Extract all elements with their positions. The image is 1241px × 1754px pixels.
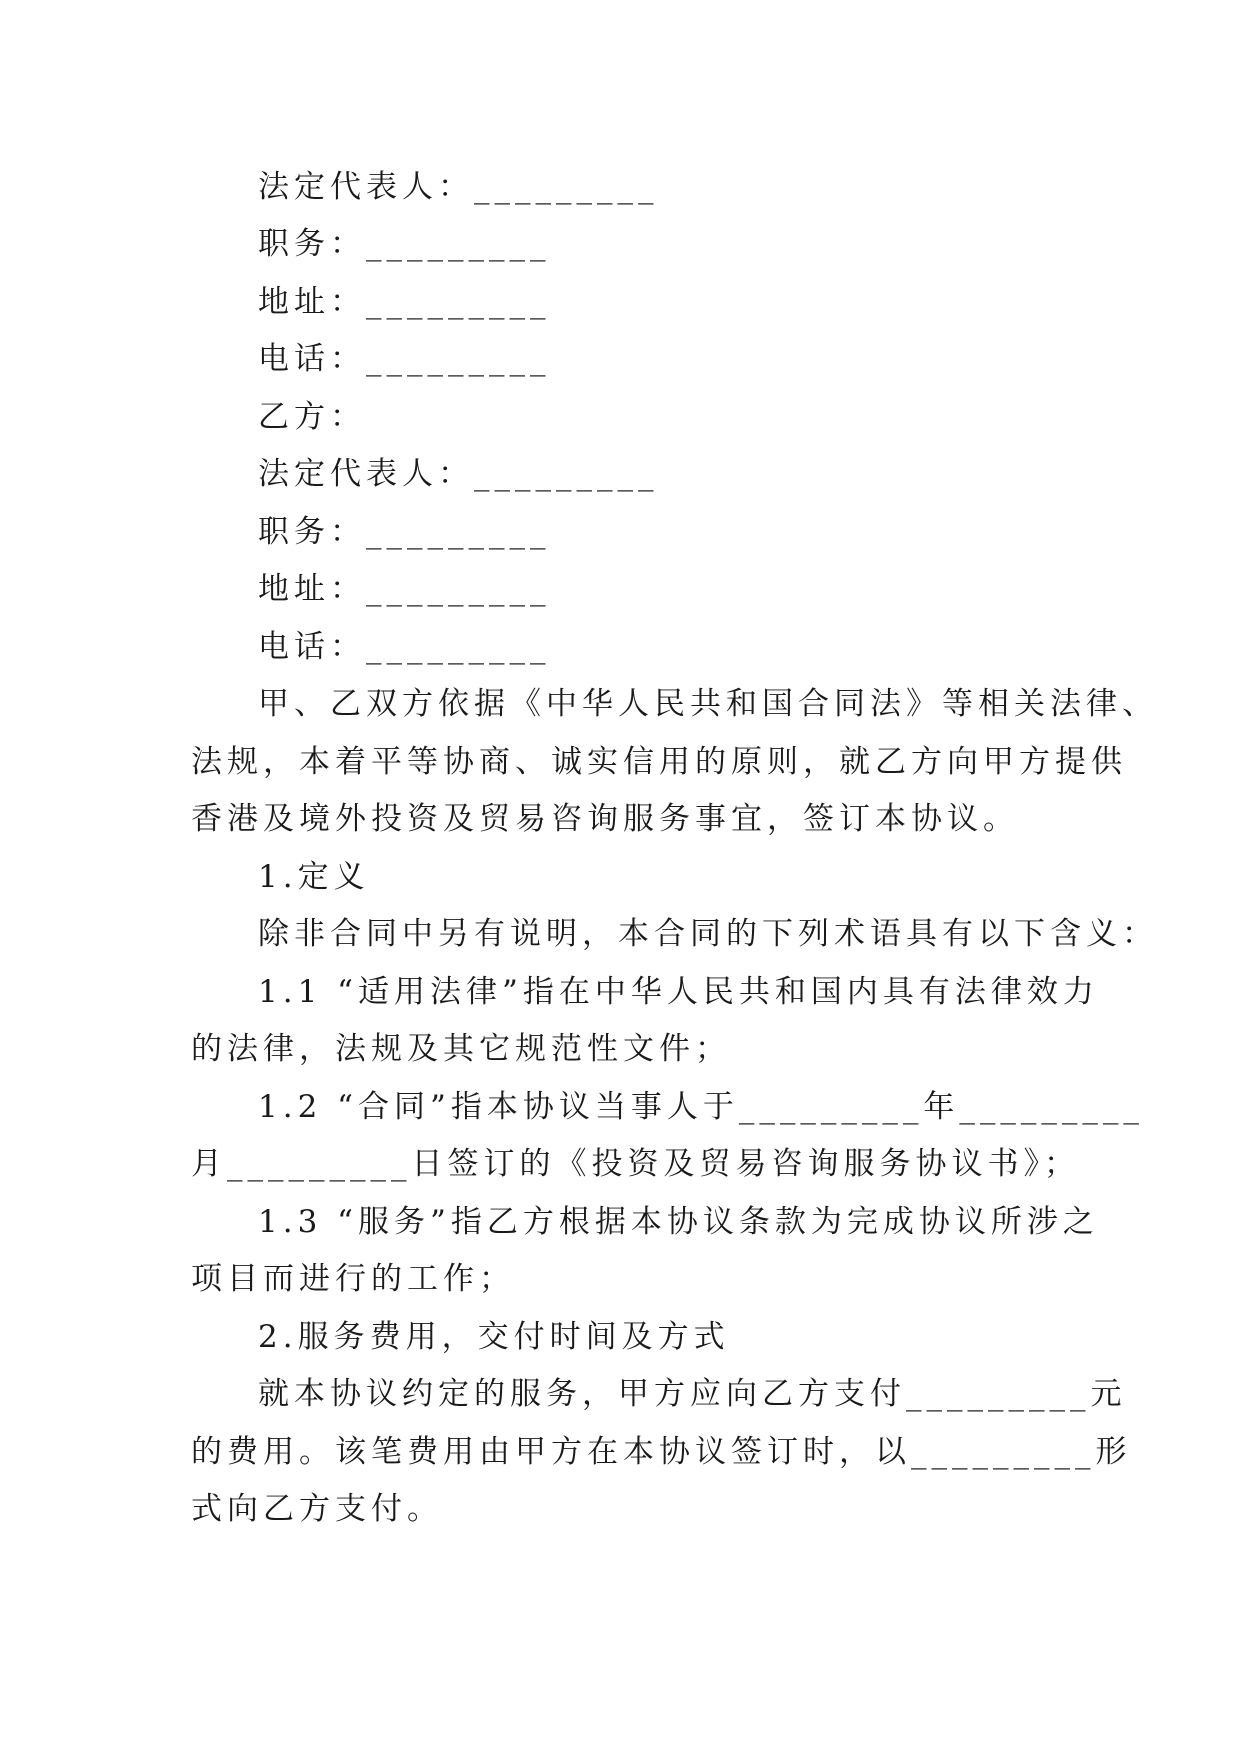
party-a-legal-rep-line: 法定代表人：_________ [258,169,659,205]
clause-1-1-line-1: 1.1 “适用法律”指在中华人民共和国内具有法律效力 [258,974,1099,1010]
clause-1-3-line-2: 项目而进行的工作； [191,1261,515,1297]
clause-1-3-line-1: 1.3 “服务”指乙方根据本协议条款为完成协议所涉之 [258,1204,1099,1240]
party-b-address-line: 地址：_________ [258,571,551,607]
preamble-line-3: 香港及境外投资及贸易咨询服务事宜，签订本协议。 [191,801,1019,837]
fee-paragraph-line-3: 式向乙方支付。 [191,1491,443,1527]
party-a-position-line: 职务：_________ [258,226,551,262]
party-a-phone-line: 电话：_________ [258,341,551,377]
party-a-address-line: 地址：_________ [258,284,551,320]
clause-1-2-line-1: 1.2 “合同”指本协议当事人于_________年_________ [258,1089,1144,1125]
section-1-heading: 1.定义 [258,859,370,895]
party-b-phone-line: 电话：_________ [258,629,551,665]
preamble-line-2: 法规，本着平等协商、诚实信用的原则，就乙方向甲方提供 [191,744,1127,780]
fee-paragraph-line-2: 的费用。该笔费用由甲方在本协议签订时，以_________形 [191,1434,1132,1470]
definitions-intro: 除非合同中另有说明，本合同的下列术语具有以下含义： [258,916,1158,952]
section-2-heading: 2.服务费用，交付时间及方式 [258,1319,730,1355]
party-b-heading: 乙方： [258,399,366,435]
party-b-position-line: 职务：_________ [258,514,551,550]
clause-1-2-line-2: 月_________日签订的《投资及贸易咨询服务协议书》； [191,1146,1080,1182]
fee-paragraph-line-1: 就本协议约定的服务，甲方应向乙方支付_________元 [258,1376,1127,1412]
party-b-legal-rep-line: 法定代表人：_________ [258,456,659,492]
clause-1-1-line-2: 的法律，法规及其它规范性文件； [191,1031,731,1067]
preamble-line-1: 甲、乙双方依据《中华人民共和国合同法》等相关法律、 [258,686,1158,722]
